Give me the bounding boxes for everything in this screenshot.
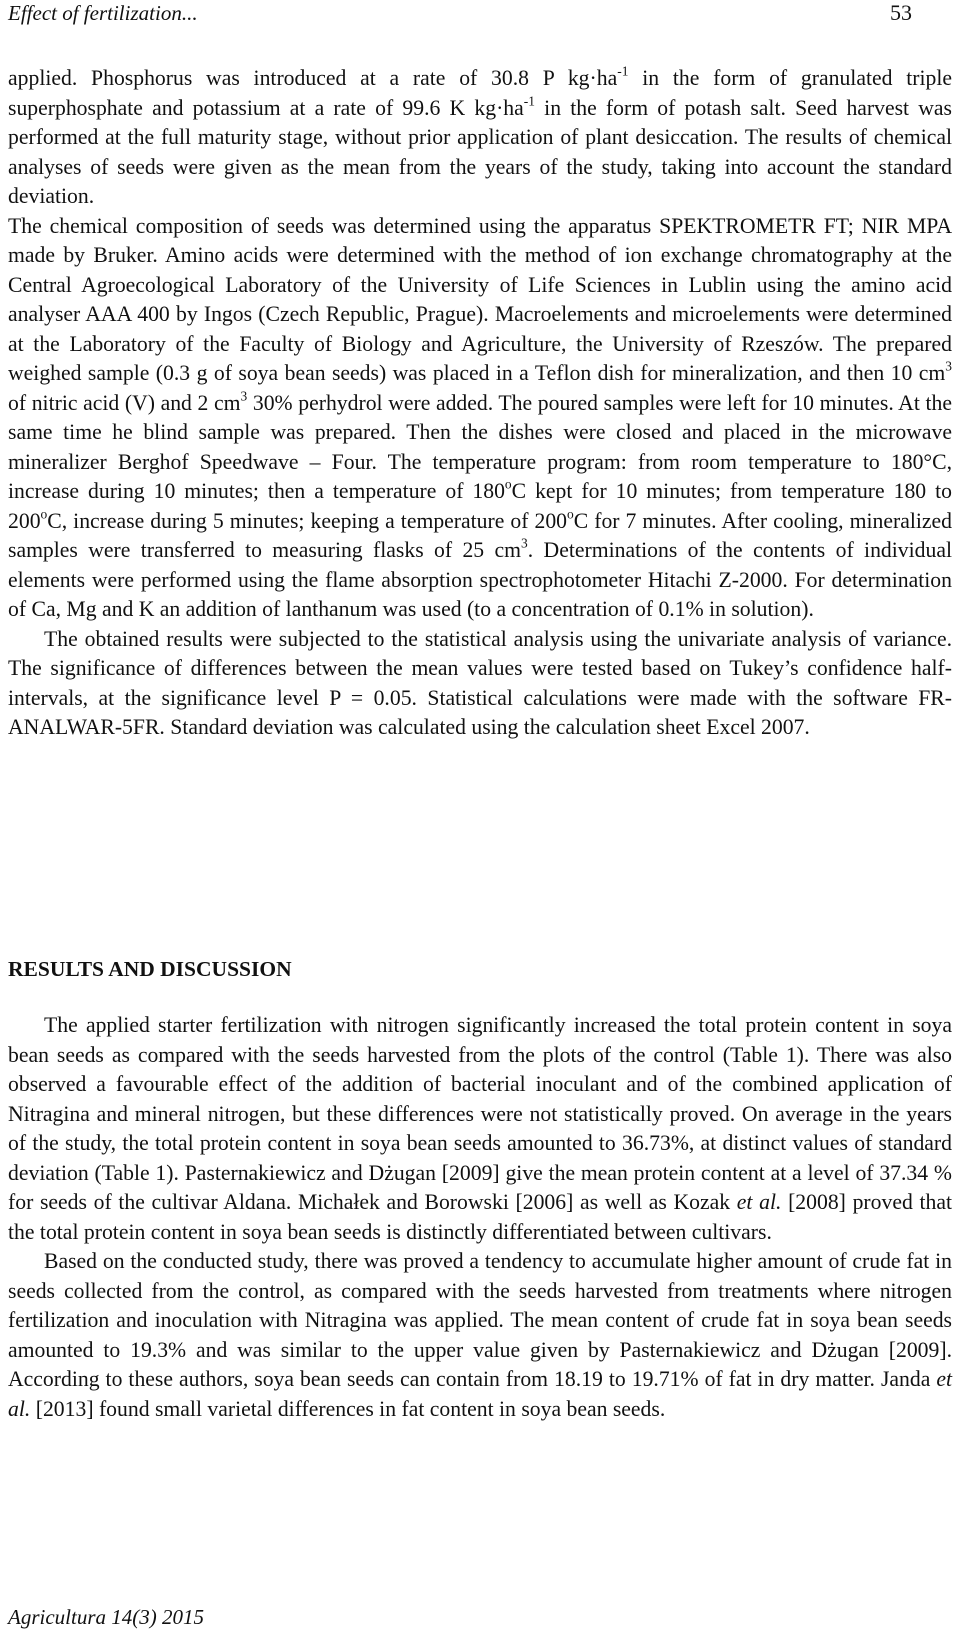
running-title: Effect of fertilization... — [8, 1, 198, 25]
page-number: 53 — [890, 0, 912, 25]
superscript: -1 — [617, 63, 629, 79]
results-paragraph-1: The applied starter fertilization with nitrogen significantly increased the total protein content in soya bean seeds as compared with the seeds harvested from the plots of the control (Table 1). There was also observed a favourable effect of the addition of bacterial inoculant and of the combined application of Nitragina and mineral nitrogen, but these differences were not statistically proved. On average in the years of the study, the total protein content in soya bean seeds amounted to 36.73%, at distinct values of standard deviation (Table 1). Pasternakiewicz and Dżugan [2009] give the mean protein content at a level of 37.34 % for seeds of the cultivar Aldana. Michałek and Borowski [2006] as well as Kozak et al. [2008] proved that the total protein content in soya bean seeds is distinctly differentiated between cultivars. — [8, 1013, 952, 1244]
methods-paragraph-3: The obtained results were subjected to the statistical analysis using the univariate analysis of variance. The significance of differences between the mean values were tested based on Tukey’s confidence half-intervals, at the significance level P = 0.05. Statistical calculations were made with the software FR-ANALWAR-5FR. Standard deviation was calculated using the calculation sheet Excel 2007. — [8, 626, 952, 739]
section-heading: RESULTS AND DISCUSSION — [8, 957, 292, 981]
superscript: o — [40, 505, 48, 521]
superscript: -1 — [523, 92, 535, 108]
superscript: 3 — [521, 535, 528, 551]
methods-paragraph-2: The chemical composition of seeds was determined using the apparatus SPEKTROMETR FT; NIR MPA made by Bruker. Amino acids were determined with the method of ion exchange chromatography at the Central Agroecological Laboratory of the University of Life Sciences in Lublin using the amino acid analyser AAA 400 by Ingos (Czech Republic, Prague). Macroelements and microelements were determined at the Laboratory of the Faculty of Biology and Agriculture, the University of Rzeszów. The prepared weighed sample (0.3 g of soya bean seeds) was placed in a Teflon dish for mineralization, and then 10 $cm^3$ of nitric acid (V) and 2 $cm^3$ 30% perhydrol were added. The poured samples were left for 10 minutes. At the same time he blind sample was prepared. Then the dishes were closed and placed in the microwave mineralizer Berghof Speedwave – Four. The temperature program: from room temperature to 180°C, increase during 10 minutes; then a temperature of 180$^o$C kept for 10 minutes; from temperature 180 to 200$^o$C, increase during 5 minutes; keeping a temperature of 200$^o$C for 7 minutes. After cooling, mineralized samples were transferred to measuring flasks of 25 $cm^3$. Determinations of the contents of individual elements were performed using the flame absorption spectrophotometer Hitachi Z-2000. For determination of Ca, Mg and K an addition of lanthanum was used (to a concentration of 0.1% in solution). — [8, 213, 953, 621]
superscript: o — [504, 476, 512, 492]
superscript: o — [567, 505, 574, 521]
results-paragraph-2: Based on the conducted study, there was proved a tendency to accumulate higher amount of crude fat in seeds collected from the control, as compared with the seeds harvested from treatments where nitrogen fertilization and inoculation with Nitragina was applied. The mean content of crude fat in soya bean seeds amounted to 19.3% and was similar to the upper value given by Pasternakiewicz and Dżugan [2009]. According to these authors, soya bean seeds can contain from 18.19 to 19.71% of fat in dry matter. Janda et al. [2013] found small varietal differences in fat content in soya bean seeds. — [8, 1249, 952, 1421]
journal-footer: Agricultura 14(3) 2015 — [8, 1605, 204, 1629]
superscript: 3 — [240, 387, 248, 403]
methods-paragraph-1: applied. Phosphorus was introduced at a rate of 30.8 P $kg\cdot ha^{-1}$ in the form of granulated triple superphosphate and potassium at a rate of 99.6 K $kg\cdot ha^{-1}$ in the form of potash salt. Seed harvest was performed at the full maturity stage, without prior application of plant desiccation. The results of chemical analyses of seeds were given as the mean from the years of the study, taking into account the standard deviation. — [8, 63, 952, 208]
results-section — [8, 1011, 952, 1424]
methods-section — [8, 64, 952, 743]
superscript: 3 — [945, 358, 952, 374]
